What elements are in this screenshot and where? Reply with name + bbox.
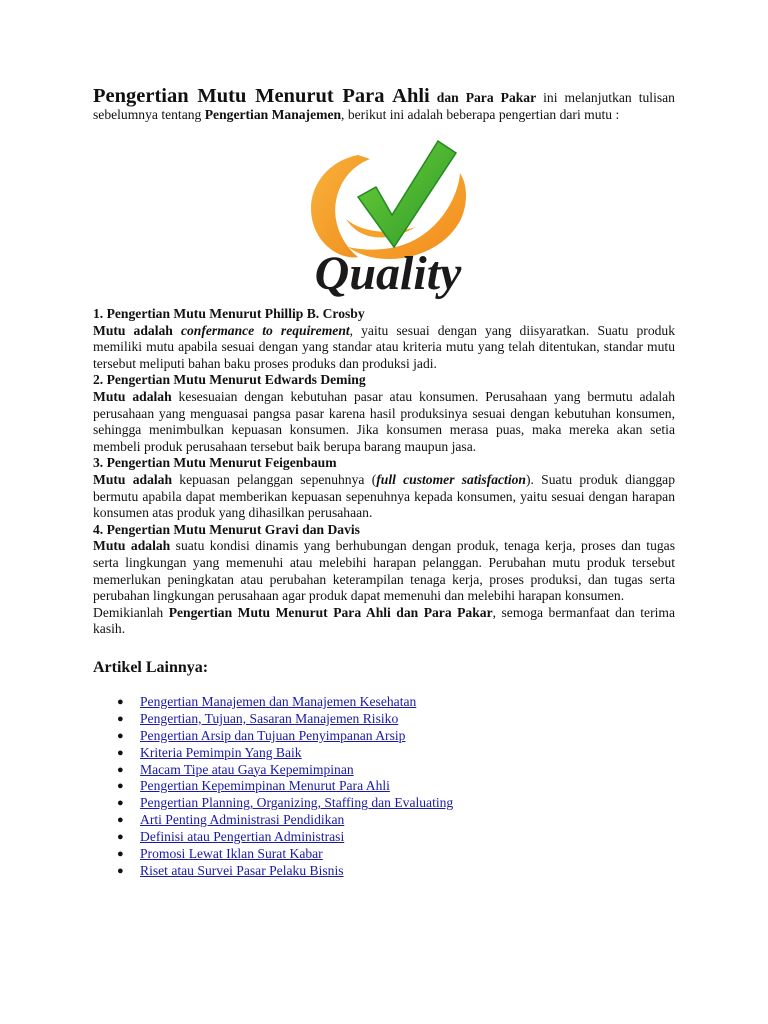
section-heading: 3. Pengertian Mutu Menurut Feigenbaum — [93, 455, 337, 471]
section-1 — [93, 306, 675, 372]
artikel-link[interactable]: Pengertian Kepemimpinan Menurut Para Ahli — [140, 778, 390, 794]
closing-pre: Demikianlah — [93, 604, 169, 620]
bullet-icon: ● — [117, 695, 124, 708]
artikel-link[interactable]: Pengertian Planning, Organizing, Staffing dan Evaluating — [140, 795, 454, 811]
section-lead: Mutu adalah — [93, 322, 173, 338]
quality-logo — [93, 123, 675, 306]
artikel-link[interactable]: Kriteria Pemimpin Yang Baik — [140, 744, 302, 760]
section-lead: Mutu adalah — [93, 538, 171, 554]
section-body — [93, 472, 675, 522]
bullet-icon: ● — [117, 712, 124, 725]
section-lead: Mutu adalah — [93, 471, 173, 487]
section-4 — [93, 522, 675, 605]
section-text-pre — [173, 323, 181, 338]
bullet-icon: ● — [117, 746, 124, 759]
section-text-pre: kepuasan pelanggan sepenuhnya ( — [172, 471, 377, 487]
bullet-icon: ● — [117, 814, 124, 827]
list-item — [93, 812, 675, 829]
section-2 — [93, 372, 675, 455]
section-body — [93, 538, 675, 604]
article-title-connector: dan — [436, 90, 459, 105]
section-heading: 1. Pengertian Mutu Menurut Phillip B. Crosby — [93, 306, 365, 321]
list-item — [93, 795, 675, 812]
section-text-post: ). Suatu produk dianggap bermutu apabila dapat memberikan kepuasan sepenuhnya kepada konsumen, yaitu sesuai dengan harapan konsumen atas produk yang dihasilkan perusahaan. — [93, 471, 675, 521]
artikel-link[interactable]: Promosi Lewat Iklan Surat Kabar — [140, 846, 323, 862]
list-item — [93, 728, 675, 745]
list-item — [93, 694, 675, 711]
artikel-link[interactable]: Riset atau Survei Pasar Pelaku Bisnis — [140, 862, 344, 878]
closing-post: , semoga bermanfaat dan terima kasih. — [93, 604, 675, 637]
list-item — [93, 863, 675, 880]
list-item — [93, 846, 675, 863]
bullet-icon: ● — [117, 831, 124, 844]
section-emphasis: confermance to requirement — [180, 322, 350, 338]
list-item — [93, 762, 675, 779]
document-page — [93, 85, 676, 880]
list-item — [93, 711, 675, 728]
section-emphasis: full customer satisfaction — [376, 471, 526, 487]
bullet-icon: ● — [117, 797, 124, 810]
section-text-pre: suatu kondisi dinamis yang berhubungan dengan produk, tenaga kerja, proses dan tugas serta lingkungan yang memenuhi atau melebihi harapan pelanggan. Perubahan mutu produk tersebut memerlukan peningkatan atau perubahan keterampilan tenaga kerja, proses produksi, dan tugas serta perubahan lingkungan perusahaan agar produk dapat memenuhi dan melebihi harapan konsumen. — [93, 538, 675, 604]
intro-paragraph — [93, 85, 675, 123]
bullet-icon: ● — [117, 729, 124, 742]
closing-paragraph — [93, 605, 675, 638]
artikel-link[interactable]: Pengertian Arsip dan Tujuan Penyimpanan Arsip — [140, 727, 406, 743]
closing-bold: Pengertian Mutu Menurut Para Ahli dan Para Pakar — [168, 604, 493, 620]
section-3 — [93, 455, 675, 521]
section-text-post: , yaitu sesuai dengan yang diisyaratkan. Suatu produk memiliki mutu apabila sesuai dengan yang standar atau kriteria mutu yang telah ditentukan, standar mutu tersebut meliputi bahan baku proses produks dan produksi jadi. — [93, 322, 676, 371]
bullet-icon: ● — [117, 848, 124, 861]
artikel-link[interactable]: Arti Penting Administrasi Pendidikan — [140, 812, 345, 828]
bullet-icon: ● — [117, 864, 124, 877]
article-title: Pengertian Mutu Menurut Para Ahli — [93, 85, 430, 107]
quality-word: Quality — [314, 247, 462, 300]
bullet-icon: ● — [117, 780, 124, 793]
list-item — [93, 829, 675, 846]
list-item — [93, 778, 675, 795]
section-text-pre: kesesuaian dengan kebutuhan pasar atau konsumen. Perusahaan yang bermutu adalah perusahaan yang menguasai pangsa pasar karena hasil produksinya sesuai dengan kebutuhan konsumen, sehingga menimbulkan kepuasan konsumen. Jika konsumen merasa puas, maka mereka akan setia membeli produk perusahaan tersebut baik berupa barang maupun jasa. — [93, 388, 675, 454]
artikel-list — [93, 694, 675, 880]
section-body — [93, 323, 675, 373]
intro-text-2: , berikut ini adalah beberapa pengertian dari mutu : — [341, 107, 620, 122]
artikel-link[interactable]: Pengertian Manajemen dan Manajemen Kesehatan — [140, 693, 417, 709]
intro-text-1: ini melanjutkan tulisan sebelumnya tentang — [93, 90, 675, 122]
quality-word-icon — [288, 243, 488, 303]
artikel-link[interactable]: Pengertian, Tujuan, Sasaran Manajemen Risiko — [140, 710, 399, 726]
artikel-link[interactable]: Macam Tipe atau Gaya Kepemimpinan — [140, 761, 354, 777]
article-title-tail: Para Pakar — [465, 90, 537, 105]
intro-link-term: Pengertian Manajemen — [204, 107, 342, 122]
section-body — [93, 389, 675, 455]
section-lead: Mutu adalah — [93, 388, 172, 404]
artikel-link[interactable]: Definisi atau Pengertian Administrasi — [140, 829, 345, 845]
bullet-icon: ● — [117, 763, 124, 776]
section-heading: 4. Pengertian Mutu Menurut Gravi dan Davis — [93, 521, 360, 537]
artikel-lainnya-heading: Artikel Lainnya: — [93, 658, 209, 676]
list-item — [93, 745, 675, 762]
section-heading: 2. Pengertian Mutu Menurut Edwards Deming — [93, 372, 366, 388]
